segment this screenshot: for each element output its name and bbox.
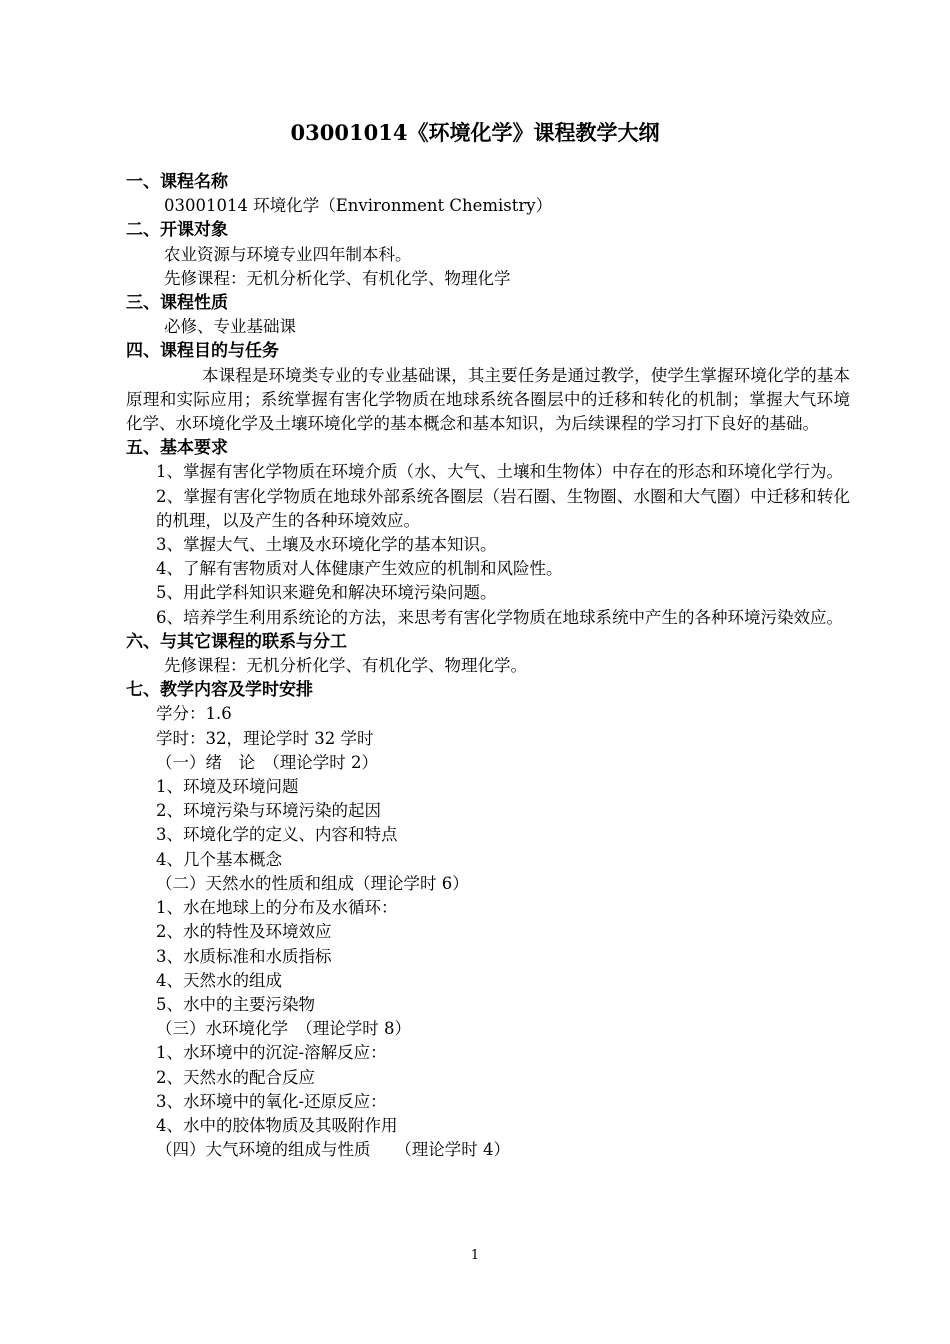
course-nature-line: 必修、专业基础课 — [164, 317, 296, 337]
schedule-line: （四）大气环境的组成与性质 （理论学时 4） — [156, 1140, 510, 1160]
schedule-line: 4、水中的胶体物质及其吸附作用 — [156, 1115, 398, 1135]
schedule-line: 2、环境污染与环境污染的起因 — [156, 801, 381, 821]
requirement-item: 4、了解有害物质对人体健康产生效应的机制和风险性。 — [156, 559, 563, 579]
page-number: 1 — [470, 1248, 480, 1263]
section-heading-7: 七、教学内容及学时安排 — [126, 680, 313, 701]
section-heading-5: 五、基本要求 — [126, 438, 228, 459]
section-heading-4: 四、课程目的与任务 — [126, 341, 279, 362]
course-name-line: 03001014 环境化学（Environment Chemistry） — [164, 196, 553, 216]
prerequisite-line: 先修课程：无机分析化学、有机化学、物理化学 — [164, 268, 511, 288]
schedule-line: 4、几个基本概念 — [156, 849, 282, 869]
requirement-item: 2、掌握有害化学物质在地球外部系统各圈层（岩石圈、生物圈、水圈和大气圈）中迁移和转化的机理，以及产生的各种环境效应。 — [156, 486, 850, 530]
schedule-line: 2、天然水的配合反应 — [156, 1067, 315, 1087]
schedule-line: 5、水中的主要污染物 — [156, 994, 315, 1014]
requirement-item: 1、掌握有害化学物质在环境介质（水、大气、土壤和生物体）中存在的形态和环境化学行为。 — [156, 462, 843, 482]
schedule-line: 1、水在地球上的分布及水循环： — [156, 898, 398, 918]
schedule-line: 1、水环境中的沉淀-溶解反应： — [156, 1043, 387, 1063]
section-heading-6: 六、与其它课程的联系与分工 — [126, 631, 347, 652]
document-title: 03001014《环境化学》课程教学大纲 — [290, 120, 660, 145]
requirement-item: 6、培养学生利用系统论的方法，来思考有害化学物质在地球系统中产生的各种环境污染效应。 — [156, 607, 843, 627]
course-purpose-paragraph: 本课程是环境类专业的专业基础课，其主要任务是通过教学，使学生掌握环境化学的基本原理和实际应用；系统掌握有害化学物质在地球系统各圈层中的迁移和转化的机制；掌握大气环境化学、水环境化学及土壤环境化学的基本概念和基本知识，为后续课程的学习打下良好的基础。 — [126, 365, 850, 434]
document-body — [126, 170, 850, 1162]
related-courses-line: 先修课程：无机分析化学、有机化学、物理化学。 — [164, 656, 527, 676]
schedule-line: 学时：32，理论学时 32 学时 — [156, 728, 374, 748]
schedule-line: 4、天然水的组成 — [156, 970, 282, 990]
requirement-item: 3、掌握大气、土壤及水环境化学的基本知识。 — [156, 535, 497, 555]
target-audience-line: 农业资源与环境专业四年制本科。 — [164, 244, 412, 264]
section-heading-3: 三、课程性质 — [126, 293, 228, 314]
schedule-line: 1、环境及环境问题 — [156, 777, 299, 797]
schedule-line: 3、水质标准和水质指标 — [156, 946, 332, 966]
schedule-line: 学分：1.6 — [156, 704, 232, 724]
section-heading-1: 一、课程名称 — [126, 172, 228, 192]
schedule-line: （二）天然水的性质和组成（理论学时 6） — [156, 873, 469, 893]
schedule-line: 3、水环境中的氧化-还原反应： — [156, 1091, 387, 1111]
section-heading-2: 二、开课对象 — [126, 220, 228, 241]
schedule-line: （一）绪 论 （理论学时 2） — [156, 752, 378, 772]
schedule-line: 2、水的特性及环境效应 — [156, 922, 332, 942]
schedule-line: （三）水环境化学 （理论学时 8） — [156, 1019, 411, 1039]
schedule-line: 3、环境化学的定义、内容和特点 — [156, 825, 398, 845]
requirement-item: 5、用此学科知识来避免和解决环境污染问题。 — [156, 583, 497, 603]
